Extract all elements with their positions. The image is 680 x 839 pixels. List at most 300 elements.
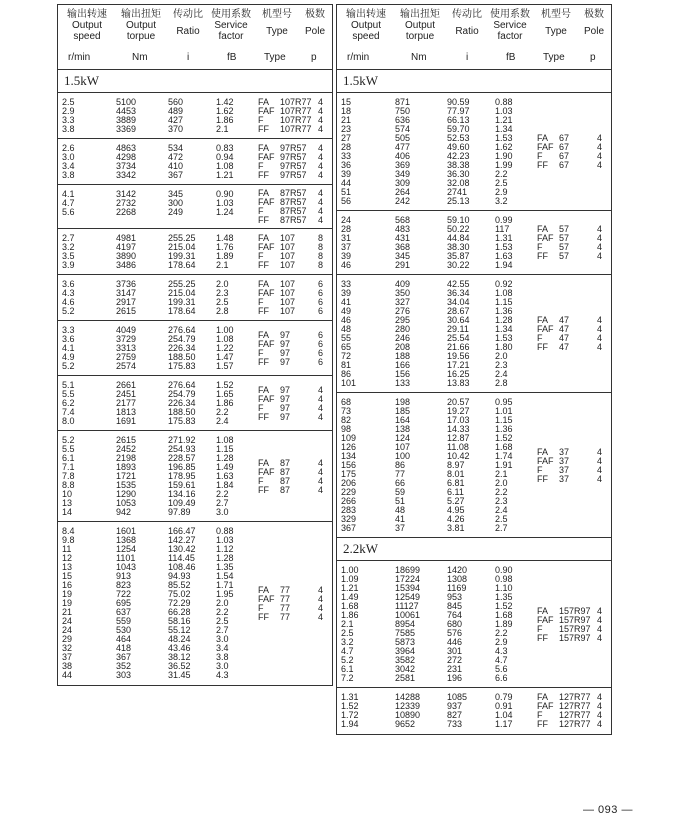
speed-value: 2.9 [62,106,75,116]
speed-value: 3.6 [62,279,75,289]
pole-value: 4 [318,197,324,207]
speed-value: 5.6 [62,207,75,217]
row-group [58,275,332,321]
torque-value: 303 [116,670,132,680]
ratio-value: 345 [168,189,184,199]
pole-value: 4 [318,485,324,495]
unit-torque: Nm [132,52,148,63]
type-model: 57 [559,251,570,261]
torque-header: 输出扭矩 Output torpue [400,9,440,42]
ratio-value: 77.97 [447,106,470,116]
service-factor-value: 3.8 [216,652,229,662]
unit-sf: fB [227,52,237,63]
pole-value: 6 [318,357,324,367]
service-factor-value: 2.5 [495,178,508,188]
table-row [337,152,611,161]
ratio-value: 255.25 [168,279,196,289]
table-row [337,179,611,188]
service-factor-value: 1.62 [495,142,513,152]
service-factor-value: 1.74 [495,451,513,461]
type-prefix: F [537,151,543,161]
speed-value: 68 [341,397,352,407]
ratio-value: 271.92 [168,435,196,445]
ratio-value: 114.45 [168,553,195,563]
ratio-value: 19.27 [447,406,470,416]
type-prefix: FAF [258,197,275,207]
ratio-value: 178.64 [168,260,196,270]
ratio-value: 1308 [447,574,468,584]
service-factor-value: 1.08 [216,334,234,344]
unit-speed: r/min [68,52,91,63]
pole-value: 4 [318,170,324,180]
ratio-value: 226.34 [168,398,196,408]
torque-value: 59 [395,487,406,497]
ratio-value: 134.16 [168,489,196,499]
torque-value: 636 [395,115,411,125]
type-model: 37 [559,456,570,466]
table-row [337,134,611,143]
row-group [337,561,611,688]
service-factor-value: 1.63 [495,251,513,261]
service-factor-value: 1.86 [216,398,234,408]
table-row [337,161,611,170]
speed-value: 8.0 [62,416,75,426]
ratio-value: 215.04 [168,288,196,298]
torque-value: 280 [395,324,411,334]
row-group [337,393,611,538]
ratio-value: 10.42 [447,451,470,461]
speed-value: 28 [341,224,352,234]
type-model: 107 [280,297,296,307]
pole-value: 6 [318,279,324,289]
torque-value: 264 [395,187,411,197]
type-model: 107R77 [280,124,312,134]
ratio-header: 传动比 Ratio [452,9,482,37]
service-factor-value: 1.52 [495,601,513,611]
speed-value: 10 [62,489,73,499]
ratio-value: 276.64 [168,380,196,390]
ratio-value: 32.08 [447,178,470,188]
torque-value: 409 [395,279,411,289]
type-prefix: FAF [537,615,554,625]
type-prefix: FA [258,585,270,595]
ratio-value: 680 [447,619,463,629]
type-prefix: F [258,476,264,486]
ratio-value: 17.21 [447,360,470,370]
pole-value: 6 [318,288,324,298]
speed-value: 229 [341,487,357,497]
service-factor-value: 2.2 [216,607,229,617]
ratio-value: 36.30 [447,169,470,179]
type-model: 37 [559,474,570,484]
service-factor-value: 1.71 [216,580,234,590]
service-factor-value: 1.28 [216,453,234,463]
service-factor-value: 1.17 [495,719,513,729]
pole-value: 4 [597,242,603,252]
pole-value: 8 [318,233,324,243]
pole-value: 4 [597,624,603,634]
table-row [337,497,611,506]
ratio-value: 2741 [447,187,468,197]
speed-value: 19 [62,589,73,599]
ratio-value: 953 [447,592,463,602]
service-factor-value: 2.2 [216,489,229,499]
torque-value: 3964 [395,646,416,656]
ratio-value: 28.67 [447,306,470,316]
service-factor-value: 2.5 [216,616,229,626]
ratio-value: 13.83 [447,378,470,388]
speed-value: 283 [341,505,357,515]
row-group [337,275,611,393]
table-row [337,370,611,379]
speed-value: 28 [341,142,352,152]
speed-value: 5.1 [62,380,75,390]
service-factor-value: 2.9 [495,637,508,647]
service-factor-value: 1.90 [495,151,513,161]
torque-value: 406 [395,151,411,161]
type-model: 127R77 [559,701,591,711]
ratio-value: 764 [447,610,463,620]
row-group [58,139,332,185]
pole-value: 4 [318,594,324,604]
row-group [337,211,611,275]
torque-value: 1290 [116,489,137,499]
service-factor-value: 1.34 [495,324,513,334]
table-row [337,307,611,316]
pole-value: 4 [597,456,603,466]
ratio-value: 188.50 [168,407,196,417]
type-prefix: F [258,297,264,307]
type-prefix: FF [258,412,269,422]
speed-value: 24 [62,616,73,626]
pole-value: 6 [318,297,324,307]
service-factor-value: 1.48 [216,233,234,243]
speed-value: 156 [341,460,357,470]
type-prefix: FA [537,224,549,234]
type-model: 107 [280,306,296,316]
torque-value: 574 [395,124,411,134]
service-factor-value: 1.54 [216,571,234,581]
service-factor-value: 1.12 [216,544,234,554]
speed-value: 266 [341,496,357,506]
type-model: 97 [280,357,291,367]
type-model: 107R77 [280,115,312,125]
speed-value: 46 [341,260,352,270]
torque-value: 2581 [395,673,416,683]
type-model: 97R57 [280,161,307,171]
torque-value: 695 [116,598,132,608]
speed-value: 7.4 [62,407,75,417]
torque-value: 208 [395,342,411,352]
service-factor-value: 2.1 [216,260,229,270]
speed-value: 3.3 [62,115,75,125]
speed-value: 175 [341,469,357,479]
service-factor-value: 1.89 [495,619,513,629]
type-model: 97 [280,394,291,404]
service-factor-value: 2.3 [495,496,508,506]
table-header [58,5,332,70]
service-factor-value: 2.8 [216,306,229,316]
power-title-2: 2.2kW [337,538,611,561]
ratio-value: 109.49 [168,498,196,508]
ratio-value: 215.04 [168,242,196,252]
pole-value: 4 [597,633,603,643]
ratio-value: 75.02 [168,589,191,599]
ratio-value: 367 [168,170,184,180]
type-prefix: FAF [258,467,275,477]
speed-header: 输出转速 Output speed [346,9,386,42]
service-factor-value: 1.28 [216,553,234,563]
service-factor-value: 1.28 [495,315,513,325]
type-prefix: F [258,115,264,125]
ratio-value: 19.56 [447,351,470,361]
pole-value: 4 [318,476,324,486]
type-prefix: FA [537,315,549,325]
type-prefix: FA [258,385,270,395]
service-factor-value: 2.8 [495,378,508,388]
torque-value: 2661 [116,380,137,390]
type-prefix: FA [258,458,270,468]
table-row [337,261,611,270]
ratio-value: 427 [168,115,184,125]
torque-value: 5100 [116,97,137,107]
type-header: 机型号 Type [262,9,292,37]
service-factor-value: 1.80 [495,342,513,352]
type-prefix: FF [537,251,548,261]
torque-value: 418 [116,643,132,653]
type-prefix: FAF [537,142,554,152]
table-row [58,653,332,662]
type-prefix: FAF [537,701,554,711]
type-prefix: FAF [258,339,275,349]
type-prefix: F [258,403,264,413]
service-factor-header: 使用系数 Service factor [211,9,251,42]
ratio-value: 35.87 [447,251,470,261]
table-row [58,590,332,599]
table-row [337,515,611,524]
pole-value: 4 [597,606,603,616]
speed-value: 5.5 [62,444,75,454]
ratio-value: 188.50 [168,352,196,362]
table-row [337,352,611,361]
service-factor-value: 2.0 [216,279,229,289]
speed-value: 1.21 [341,583,359,593]
torque-value: 2268 [116,207,137,217]
torque-value: 133 [395,378,411,388]
type-prefix: F [537,465,543,475]
service-factor-value: 2.7 [216,625,229,635]
pole-value: 4 [318,385,324,395]
torque-value: 3042 [395,664,416,674]
torque-value: 3582 [395,655,416,665]
table-row [337,524,611,533]
pole-value: 4 [597,447,603,457]
pole-value: 4 [318,412,324,422]
type-prefix: FA [258,97,270,107]
torque-value: 1813 [116,407,137,417]
ratio-value: 49.60 [447,142,470,152]
service-factor-value: 1.03 [216,535,234,545]
ratio-value: 178.95 [168,471,196,481]
torque-value: 327 [395,297,411,307]
table-row [337,461,611,470]
service-factor-value: 3.0 [216,507,229,517]
torque-value: 3369 [116,124,137,134]
torque-value: 4197 [116,242,137,252]
table-row [337,116,611,125]
ratio-value: 472 [168,152,184,162]
type-prefix: FAF [537,324,554,334]
speed-value: 13 [62,498,73,508]
service-factor-value: 1.49 [216,462,234,472]
torque-value: 722 [116,589,132,599]
torque-value: 637 [116,607,132,617]
type-header: 机型号 Type [541,9,571,37]
service-factor-value: 1.22 [216,343,234,353]
ratio-value: 5.27 [447,496,465,506]
table-row [337,593,611,602]
speed-value: 39 [341,251,352,261]
type-prefix: FF [537,474,548,484]
torque-value: 7585 [395,628,416,638]
speed-value: 41 [341,297,352,307]
type-model: 97 [280,339,291,349]
table-row [337,488,611,497]
table-row [58,499,332,508]
table-row [337,334,611,343]
ratio-value: 43.46 [168,643,191,653]
page-number: — 093 — [583,804,633,816]
service-factor-value: 1.21 [216,170,234,180]
type-prefix: F [258,348,264,358]
torque-value: 242 [395,196,411,206]
row-group [58,321,332,376]
speed-value: 86 [341,369,352,379]
speed-value: 7.8 [62,471,75,481]
service-factor-value: 2.5 [216,297,229,307]
table-row [337,506,611,515]
torque-value: 138 [395,424,411,434]
type-model: 47 [559,333,570,343]
torque-value: 164 [395,415,411,425]
type-model: 37 [559,447,570,457]
torque-value: 107 [395,442,411,452]
ratio-value: 108.46 [168,562,196,572]
ratio-value: 17.03 [447,415,470,425]
speed-value: 72 [341,351,352,361]
torque-value: 17224 [395,574,421,584]
service-factor-value: 2.2 [495,628,508,638]
service-factor-value: 117 [495,224,510,234]
service-factor-value: 1.03 [495,106,513,116]
ratio-value: 6.81 [447,478,465,488]
service-factor-value: 3.4 [216,643,229,653]
torque-value: 559 [116,616,132,626]
ratio-value: 1085 [447,692,468,702]
table-row [337,107,611,116]
speed-value: 24 [62,625,73,635]
pole-value: 4 [318,124,324,134]
torque-value: 1691 [116,416,137,426]
pole-value: 8 [318,260,324,270]
ratio-value: 38.38 [447,160,470,170]
service-factor-value: 0.99 [495,215,513,225]
torque-value: 156 [395,369,411,379]
ratio-value: 231 [447,664,463,674]
pole-value: 4 [318,97,324,107]
pole-value: 4 [597,224,603,234]
table-row [58,563,332,572]
table-row [337,188,611,197]
type-prefix: FAF [258,242,275,252]
ratio-value: 42.23 [447,151,470,161]
torque-value: 345 [395,251,411,261]
type-model: 67 [559,142,570,152]
type-model: 87R57 [280,215,307,225]
type-prefix: FF [258,170,269,180]
pole-value: 4 [597,333,603,343]
pole-value: 4 [597,615,603,625]
unit-pole: p [590,52,596,63]
ratio-value: 446 [447,637,463,647]
table-row [58,662,332,671]
type-prefix: F [258,206,264,216]
type-model: 127R77 [559,710,591,720]
torque-value: 505 [395,133,411,143]
torque-value: 1721 [116,471,137,481]
torque-value: 1893 [116,462,137,472]
ratio-value: 254.79 [168,389,196,399]
service-factor-value: 1.53 [495,333,513,343]
table-row [337,170,611,179]
service-factor-value: 1.15 [495,415,513,425]
ratio-value: 733 [447,719,463,729]
type-prefix: FF [537,160,548,170]
speed-value: 1.72 [341,710,359,720]
service-factor-value: 0.92 [495,279,513,289]
speed-value: 1.31 [341,692,359,702]
speed-value: 329 [341,514,357,524]
service-factor-value: 1.35 [216,562,234,572]
unit-sf: fB [506,52,516,63]
speed-value: 31 [341,233,352,243]
table-row [337,197,611,206]
speed-value: 3.8 [62,170,75,180]
table-row [337,343,611,352]
service-factor-value: 0.94 [216,152,234,162]
speed-value: 8.8 [62,480,75,490]
torque-value: 369 [395,160,411,170]
speed-value: 3.3 [62,325,75,335]
ratio-value: 255.25 [168,233,196,243]
unit-pole: p [311,52,317,63]
type-prefix: FAF [258,288,275,298]
right-groups [337,93,611,538]
type-model: 87 [280,485,291,495]
ratio-value: 31.45 [168,670,191,680]
speed-value: 2.7 [62,233,75,243]
service-factor-value: 1.08 [495,288,513,298]
service-factor-value: 3.0 [216,634,229,644]
row-group [58,522,332,685]
ratio-value: 937 [447,701,463,711]
table-row [337,584,611,593]
ratio-value: 142.27 [168,535,196,545]
speed-value: 24 [341,215,352,225]
ratio-value: 50.22 [447,224,470,234]
service-factor-value: 1.36 [495,424,513,434]
service-factor-value: 0.90 [495,565,513,575]
